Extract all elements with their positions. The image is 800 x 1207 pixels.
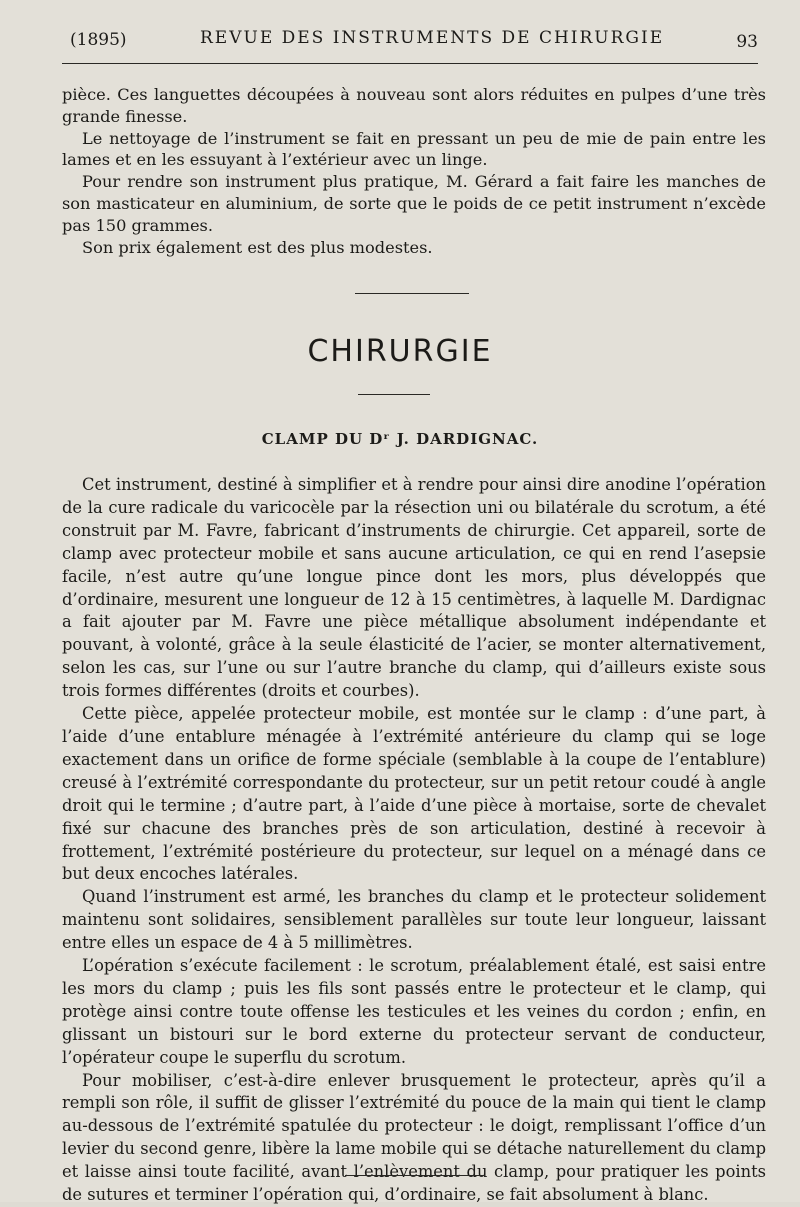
footer-rule bbox=[345, 1175, 485, 1176]
header-title: REVUE DES INSTRUMENTS DE CHIRURGIE bbox=[200, 28, 665, 48]
intro-paragraph: pièce. Ces languettes découpées à nouveau sont alors réduites en pulpes d’une très grande finesse. bbox=[62, 85, 766, 126]
article-title: CLAMP DU Dʳ J. DARDIGNAC. bbox=[261, 430, 539, 448]
article-paragraph: Cet instrument, destiné à simplifier et à rendre pour ainsi dire anodine l’opération de la cure radicale du varicocèle par la résection uni ou bilatérale du scrotum, a été construit par M. Favre, fabricant d’instruments de chirurgie. Cet appareil, sorte de clamp avec protecteur mobile et sans aucune articulation, ce qui en rend l’asepsie facile, n’est autre qu’une longue pince dont les mors, plus développés que d’ordinaire, mesurent une longueur de 12 à 15 centimètres, à laquelle M. Dardignac a fait ajouter par M. Favre une pièce métallique absolument indépendante et pouvant, à volonté, grâce à la seule élasticité de l’acier, se monter alternativement, selon les cas, sur l’une ou sur l’autre branche du clamp, qui d’ailleurs existe sous trois formes différentes (droits et courbes). bbox=[62, 475, 766, 701]
running-header bbox=[62, 26, 762, 58]
section-title: CHIRURGIE bbox=[307, 334, 493, 369]
section-divider-bottom bbox=[358, 394, 430, 395]
intro-paragraph: Pour rendre son instrument plus pratique, M. Gérard a fait faire les manches de son masticateur en aluminium, de sorte que le poids de ce petit instrument n’excède pas 150 grammes. bbox=[62, 172, 766, 235]
section-divider-top bbox=[355, 293, 469, 294]
article-paragraph: L’opération s’exécute facilement : le scrotum, préalablement étalé, est saisi entre les mors du clamp ; puis les fils sont passés entre le protecteur et le clamp, qui protège ainsi contre toute offense les testicules et les veines du cordon ; enfin, en glissant un bistouri sur le bord externe du protecteur servant de conducteur, l’opérateur coupe le superflu du scrotum. bbox=[62, 956, 766, 1067]
intro-paragraph: Le nettoyage de l’instrument se fait en pressant un peu de mie de pain entre les lames et en les essuyant à l’extérieur avec un linge. bbox=[62, 128, 766, 170]
article-paragraph: Cette pièce, appelée protecteur mobile, est montée sur le clamp : d’une part, à l’aide d’une entablure ménagée à l’extrémité antérieure du clamp qui se loge exactement dans un orifice de forme spéciale (semblable à la coupe de l’entablure) creusé à l’extrémité correspondante du protecteur, sur un petit retour coudé à angle droit qui le termine ; d’autre part, à l’aide d’une pièce à mortaise, sorte de chevalet fixé sur chacune des branches près de son articulation, destiné à recevoir à frottement, l’extrémité postérieure du protecteur, sur lequel on a ménagé dans ce but deux encoches latérales. bbox=[62, 704, 766, 884]
intro-text-block bbox=[62, 84, 766, 258]
header-rule bbox=[62, 63, 758, 64]
article-paragraph: Quand l’instrument est armé, les branches du clamp et le protecteur solidement maintenu sont solidaires, sensiblement parallèles sur toute leur longueur, laissant entre elles un espace de 4 à 5 millimètres. bbox=[62, 887, 766, 953]
page-number: 93 bbox=[736, 32, 758, 52]
intro-paragraph: Son prix également est des plus modestes. bbox=[82, 237, 433, 257]
article-paragraph: Pour mobiliser, c’est-à-dire enlever brusquement le protecteur, après qu’il a rempli son rôle, il suffit de glisser l’extrémité du pouce de la main qui tient le clamp au-dessous de l’extrémité spatulée du protecteur : le doigt, remplissant l’office d’un levier du second genre, libère la lame mobile qui se détache naturellement du clamp et laisse ainsi toute facilité, avant l’enlèvement du clamp, pour pratiquer les points de sutures et terminer l’opération qui, d’ordinaire, se fait absolument à blanc. bbox=[62, 1070, 766, 1205]
article-text-block bbox=[62, 474, 766, 1207]
header-year: (1895) bbox=[70, 30, 127, 50]
